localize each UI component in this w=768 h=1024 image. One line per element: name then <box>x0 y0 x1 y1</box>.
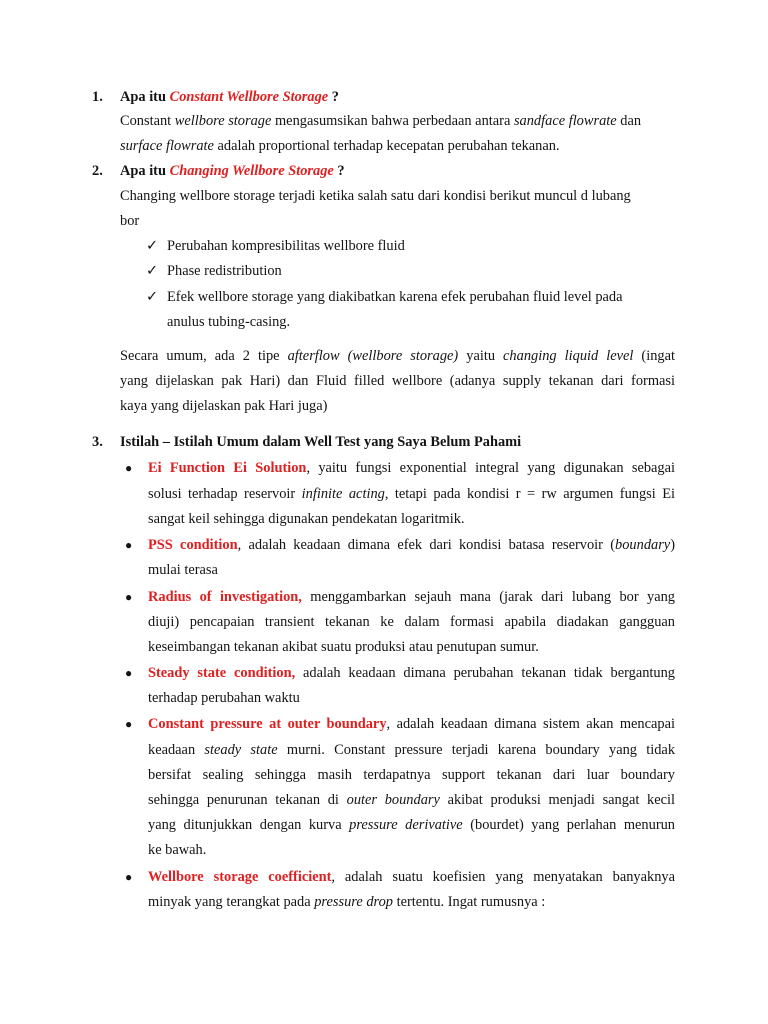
term-3-label: Radius of investigation, <box>148 589 302 605</box>
item-1-question-prefix: Apa itu <box>120 89 170 105</box>
text-run: infinite acting <box>301 486 385 502</box>
item-1-question-suffix: ? <box>328 89 339 105</box>
item-1-answer-line-2 <box>120 137 560 155</box>
term-5-line-2 <box>148 741 675 759</box>
text-run: Secara umum, ada 2 tipe <box>120 348 288 364</box>
text-run: , adalah keadaan dimana sistem akan mencapai <box>386 716 675 732</box>
text-run: , adalah suatu koefisien yang menyatakan banyaknya <box>331 869 675 885</box>
text-run: , tetapi pada kondisi r = rw argumen fungsi Ei <box>384 486 675 502</box>
text-run: murni. Constant pressure terjadi karena boundary yang tidak <box>277 742 676 758</box>
text-run: mengasumsikan bahwa perbedaan antara <box>271 113 514 129</box>
text-run: outer boundary <box>346 792 440 808</box>
bullet-icon: ● <box>125 590 133 604</box>
text-run: tertentu. Ingat rumusnya : <box>392 894 546 910</box>
term-3-line-2: diuji) pencapaian transient tekanan ke dalam formasi apabila diadakan gangguan <box>148 614 675 630</box>
text-run: adalah keadaan dimana perubahan tekanan tidak bergantung <box>295 665 675 681</box>
item-2-question <box>120 162 345 180</box>
term-5-line-1 <box>148 715 675 733</box>
bullet-icon: ● <box>125 870 133 884</box>
term-4-line-2: terhadap perubahan waktu <box>148 690 300 706</box>
item-2-answer-line-2: bor <box>120 213 140 229</box>
text-run: yang ditunjukkan dengan kurva <box>148 817 350 833</box>
bullet-icon: ● <box>125 461 133 475</box>
text-run: , yaitu fungsi exponential integral yang digunakan sebagai <box>306 460 675 476</box>
term-4-label: Steady state condition, <box>148 665 296 681</box>
text-run: changing liquid level <box>503 348 634 364</box>
text-run: menggambarkan sejauh mana (jarak dari lubang bor yang <box>301 589 675 605</box>
text-run: akibat produksi menjadi sangat kecil <box>439 792 676 808</box>
check-item-2: Phase redistribution <box>167 263 282 279</box>
term-4-line-1 <box>148 664 675 682</box>
bullet-icon: ● <box>125 666 133 680</box>
text-run: afterflow (wellbore storage) <box>287 348 459 364</box>
text-run: sandface flowrate <box>513 113 617 129</box>
text-run: wellbore storage <box>174 113 272 129</box>
check-item-3-continued: anulus tubing-casing. <box>167 314 291 330</box>
item-2-paragraph-line-3: kaya yang dijelaskan pak Hari juga) <box>120 398 328 414</box>
text-run: yaitu <box>458 348 504 364</box>
term-1-line-2 <box>148 485 675 503</box>
checkmark-icon: ✓ <box>146 289 159 305</box>
term-5-label: Constant pressure at outer boundary <box>148 716 387 732</box>
item-2-paragraph-line-2: yang dijelaskan pak Hari) dan Fluid filled wellbore (adanya supply tekanan dari formasi <box>120 373 675 389</box>
text-run: pressure drop <box>314 894 393 910</box>
checkmark-icon: ✓ <box>146 238 159 254</box>
term-1-line-1 <box>148 459 675 477</box>
item-1-question <box>120 88 339 106</box>
item-2-question-suffix: ? <box>333 163 345 179</box>
text-run: Constant <box>120 113 175 129</box>
term-6-label: Wellbore storage coefficient <box>148 869 332 885</box>
text-run: (ingat <box>633 348 675 364</box>
text-run: (bourdet) yang perlahan menurun <box>462 817 675 833</box>
term-2-label: PSS condition <box>148 537 238 553</box>
item-1-answer-line-1 <box>120 112 641 130</box>
text-run: keadaan <box>148 742 205 758</box>
checkmark-icon: ✓ <box>146 263 159 279</box>
text-run: solusi terhadap reservoir <box>148 486 302 502</box>
term-2-line-1 <box>148 536 675 554</box>
term-5-line-3: bersifat sealing sehingga masih terdapatnya support tekanan dari luar boundary <box>148 767 675 783</box>
term-5-line-4 <box>148 791 675 809</box>
term-6-line-1 <box>148 868 675 886</box>
item-2-paragraph-line-1 <box>120 347 675 365</box>
text-run: dan <box>616 113 642 129</box>
text-run: sehingga penurunan tekanan di <box>148 792 347 808</box>
term-1-label: Ei Function Ei Solution <box>148 460 307 476</box>
item-2-question-prefix: Apa itu <box>120 163 170 179</box>
item-2-question-term: Changing Wellbore Storage <box>169 163 334 179</box>
term-5-line-5 <box>148 816 675 834</box>
term-6-line-2 <box>148 893 545 911</box>
text-run: ) <box>670 537 675 553</box>
item-1-number: 1. <box>92 89 103 105</box>
item-3-heading: Istilah – Istilah Umum dalam Well Test yang Saya Belum Pahami <box>120 434 522 450</box>
text-run: boundary <box>615 537 671 553</box>
text-run: adalah proportional terhadap kecepatan perubahan tekanan. <box>213 138 560 154</box>
check-item-3: Efek wellbore storage yang diakibatkan karena efek perubahan fluid level pada <box>167 289 623 305</box>
text-run: , adalah keadaan dimana efek dari kondisi batasa reservoir ( <box>237 537 616 553</box>
term-2-line-2: mulai terasa <box>148 562 218 578</box>
bullet-icon: ● <box>125 538 133 552</box>
text-run: surface flowrate <box>120 138 214 154</box>
term-1-line-3: sangat keil sehingga digunakan pendekatan logaritmik. <box>148 511 465 527</box>
item-3-number: 3. <box>92 434 103 450</box>
check-item-1: Perubahan kompresibilitas wellbore fluid <box>167 238 405 254</box>
text-run: pressure derivative <box>349 817 463 833</box>
term-3-line-3: keseimbangan tekanan akibat suatu produksi atau penutupan sumur. <box>148 639 539 655</box>
term-5-line-6: ke bawah. <box>148 842 207 858</box>
item-1-question-term: Constant Wellbore Storage <box>169 89 329 105</box>
bullet-icon: ● <box>125 717 133 731</box>
text-run: minyak yang terangkat pada <box>148 894 315 910</box>
term-3-line-1 <box>148 588 675 606</box>
item-2-answer-line-1: Changing wellbore storage terjadi ketika salah satu dari kondisi berikut muncul d lubang <box>120 188 631 204</box>
item-2-number: 2. <box>92 163 103 179</box>
text-run: steady state <box>204 742 278 758</box>
